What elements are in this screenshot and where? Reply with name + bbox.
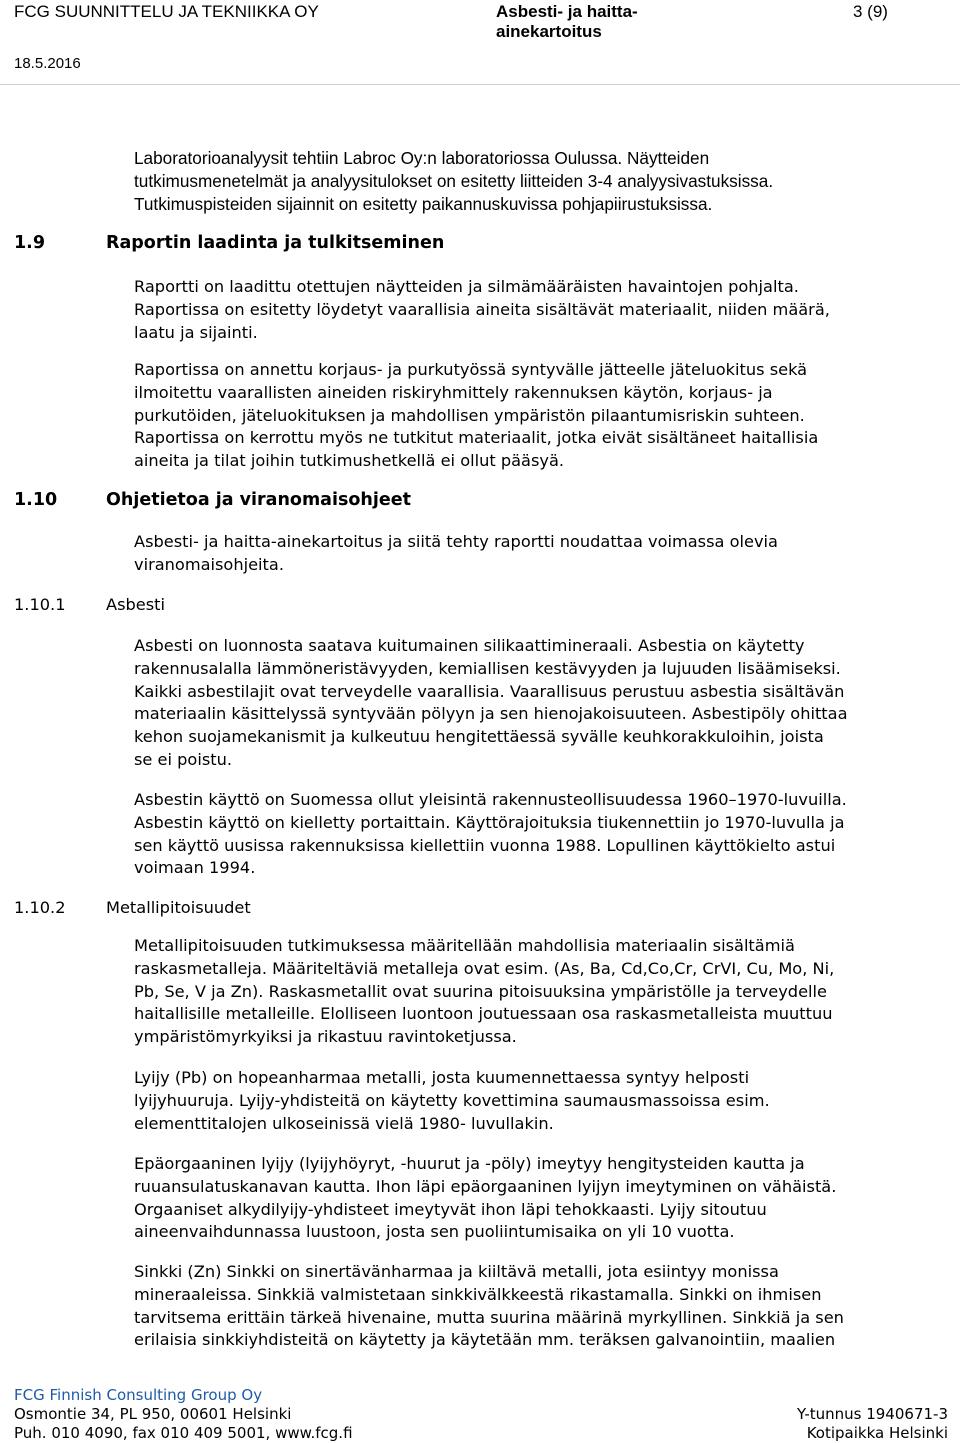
section-title: Raportin laadinta ja tulkitseminen (106, 233, 445, 253)
section-number: 1.10.2 (14, 898, 66, 917)
text-line: Raportissa on kerrottu myös ne tutkitut materiaalit, jotka eivät sisältäneet haitallisia (134, 428, 819, 448)
paragraph (134, 531, 950, 577)
section-heading-1-9 (14, 232, 444, 254)
text-line: purkutöiden, jäteluokituksen ja mahdollisen ympäristön pilaantumisriskin suhteen. (134, 405, 805, 425)
paragraph (134, 789, 950, 880)
text-line: erilaisia sinkkiyhdisteitä on käytetty ja käytetään mm. teräksen galvanointiin, maalien (134, 1330, 836, 1350)
text-line: Pb, Se, V ja Zn). Raskasmetallit ovat suurina pitoisuuksina ympäristölle ja terveydelle (134, 981, 827, 1001)
text-line: Asbesti- ja haitta-ainekartoitus ja siitä tehty raportti noudattaa voimassa olevia (134, 532, 778, 551)
text-line: ilmoitettu vaarallisten aineiden riskiryhmittely rakennuksen käytön, korjaus- ja (134, 382, 773, 402)
text-line: aineenvaihdunnassa luustoon, josta sen puoliintumisaika on yli 10 vuotta. (134, 1222, 735, 1242)
footer-domicile: Kotipaikka Helsinki (806, 1424, 948, 1442)
section-number: 1.10 (14, 490, 58, 510)
text-line: Laboratorioanalyysit tehtiin Labroc Oy:n laboratoriossa Oulussa. Näytteiden (134, 148, 710, 168)
footer-business-id: Y-tunnus 1940671-3 (796, 1405, 948, 1423)
text-line: tutkimusmenetelmät ja analyysitulokset on esitetty liitteiden 3-4 analyysivastuksissa. (134, 170, 774, 191)
section-title: Metallipitoisuudet (106, 898, 251, 917)
text-line: Raportissa on esitetty löydetyt vaarallisia aineita sisältävät materiaalit, niiden määrä, (134, 299, 830, 319)
text-line: ympäristömyrkyiksi ja rikastuu ravintoketjussa. (134, 1027, 517, 1047)
text-line: rakennusalalla lämmöneristävyyden, kemiallisen kestävyyden ja lujuuden lisäämiseksi. (134, 658, 841, 678)
subsection-heading-1-10-1 (14, 594, 165, 616)
text-line: Kaikki asbestilajit ovat terveydelle vaarallisia. Vaarallisuus perustuu asbestia sisältävän (134, 681, 845, 701)
section-title: Asbesti (106, 595, 166, 614)
subsection-heading-1-10-2 (14, 897, 251, 919)
text-line: kehon suojamekanismit ja kulkeutuu hengitettäessä syvälle keuhkorakkuloihin, joista (134, 727, 824, 747)
text-line: Raportissa on annettu korjaus- ja purkutyössä syntyvälle jätteelle jäteluokitus sekä (134, 360, 808, 379)
text-line: raskasmetalleja. Määriteltäviä metalleja ovat esim. (As, Ba, Cd,Co,Cr, CrVI, Cu, Mo, Ni, (134, 958, 835, 978)
text-line: Asbestin käyttö on kielletty portaittain. Käyttörajoituksia tiukennettiin jo 1970-luvulla ja (134, 812, 845, 832)
paragraph (134, 635, 950, 772)
footer-address: Osmontie 34, PL 950, 00601 Helsinki (14, 1405, 292, 1423)
paragraph (134, 1153, 950, 1244)
text-line: tarvitsema erittäin tärkeä hivenaine, mutta suurina määrinä myrkyllinen. Sinkkiä ja sen (134, 1307, 844, 1327)
header-divider (0, 84, 960, 85)
text-line: haitallisille metalleille. Elolliseen luontoon joutuessaan osa raskasmetalleista muuttuu (134, 1004, 833, 1024)
text-line: Raportti on laadittu otettujen näytteiden ja silmämääräisten havaintojen pohjalta. (134, 277, 799, 296)
text-line: aineita ja tilat joihin tutkimushetkellä ei ollut pääsyä. (134, 451, 565, 471)
text-line: laatu ja sijainti. (134, 322, 258, 342)
paragraph (134, 276, 950, 344)
section-heading-1-10 (14, 489, 411, 511)
text-line: ruuansulatuskanavan kautta. Ihon läpi epäorgaaninen lyijyn imeytyminen on vähäistä. (134, 1176, 837, 1196)
text-line: mineraaleissa. Sinkkiä valmistetaan sinkkivälkkeestä rikastamalla. Sinkki on ihmisen (134, 1284, 822, 1304)
intro-paragraph (134, 147, 950, 215)
text-line: viranomaisohjeita. (134, 554, 284, 574)
paragraph (134, 1261, 950, 1352)
text-line: Asbestin käyttö on Suomessa ollut yleisintä rakennusteollisuudessa 1960–1970-luvuilla. (134, 790, 847, 809)
header-company: FCG SUUNNITTELU JA TEKNIIKKA OY (14, 2, 319, 21)
text-line: Metallipitoisuuden tutkimuksessa määritellään mahdollisia materiaalin sisältämiä (134, 936, 795, 955)
section-number: 1.10.1 (14, 595, 66, 614)
text-line: materiaalin käsittelyssä syntyvään pölyyn ja sen hienojakoisuuteen. Asbestipöly ohittaa (134, 704, 848, 724)
text-line: Orgaaniset alkydilyijy-yhdisteet imeytyvät ihon läpi tehokkaasti. Lyijy sitoutuu (134, 1199, 767, 1219)
text-line: se ei poistu. (134, 749, 233, 769)
text-line: voimaan 1994. (134, 858, 256, 878)
text-line: Asbesti on luonnosta saatava kuitumainen silikaattimineraali. Asbestia on käytetty (134, 636, 805, 655)
section-title: Ohjetietoa ja viranomaisohjeet (106, 490, 411, 510)
text-line: elementtitalojen ulkoseinissä vielä 1980- luvullakin. (134, 1113, 554, 1133)
text-line: Lyijy (Pb) on hopeanharmaa metalli, josta kuumennettaessa syntyy helposti (134, 1068, 750, 1087)
document-title-line1: Asbesti- ja haitta- (496, 2, 638, 21)
text-line: Epäorgaaninen lyijy (lyijyhöyryt, -huurut ja -pöly) imeytyy hengitysteiden kautta ja (134, 1154, 805, 1173)
document-title-line2: ainekartoitus (496, 22, 602, 41)
document-date: 18.5.2016 (14, 55, 81, 72)
text-line: Tutkimuspisteiden sijainnit on esitetty paikannuskuvissa pohjapiirustuksissa. (134, 193, 713, 214)
paragraph (134, 1067, 950, 1135)
text-line: sen käyttö uusissa rakennuksissa kiellettiin vuonna 1988. Lopullinen käyttökielto astui (134, 835, 836, 855)
section-number: 1.9 (14, 233, 46, 253)
footer-contact: Puh. 010 4090, fax 010 409 5001, www.fcg.fi (14, 1424, 353, 1442)
paragraph (134, 359, 950, 473)
text-line: lyijyhuuruja. Lyijy-yhdisteitä on käytetty kovettimina saumausmassoissa esim. (134, 1090, 770, 1110)
document-title (496, 2, 638, 42)
text-line: Sinkki (Zn) Sinkki on sinertävänharmaa ja kiiltävä metalli, jota esiintyy monissa (134, 1262, 779, 1281)
paragraph (134, 935, 950, 1049)
footer-company: FCG Finnish Consulting Group Oy (14, 1386, 263, 1404)
page-number: 3 (9) (853, 2, 888, 21)
